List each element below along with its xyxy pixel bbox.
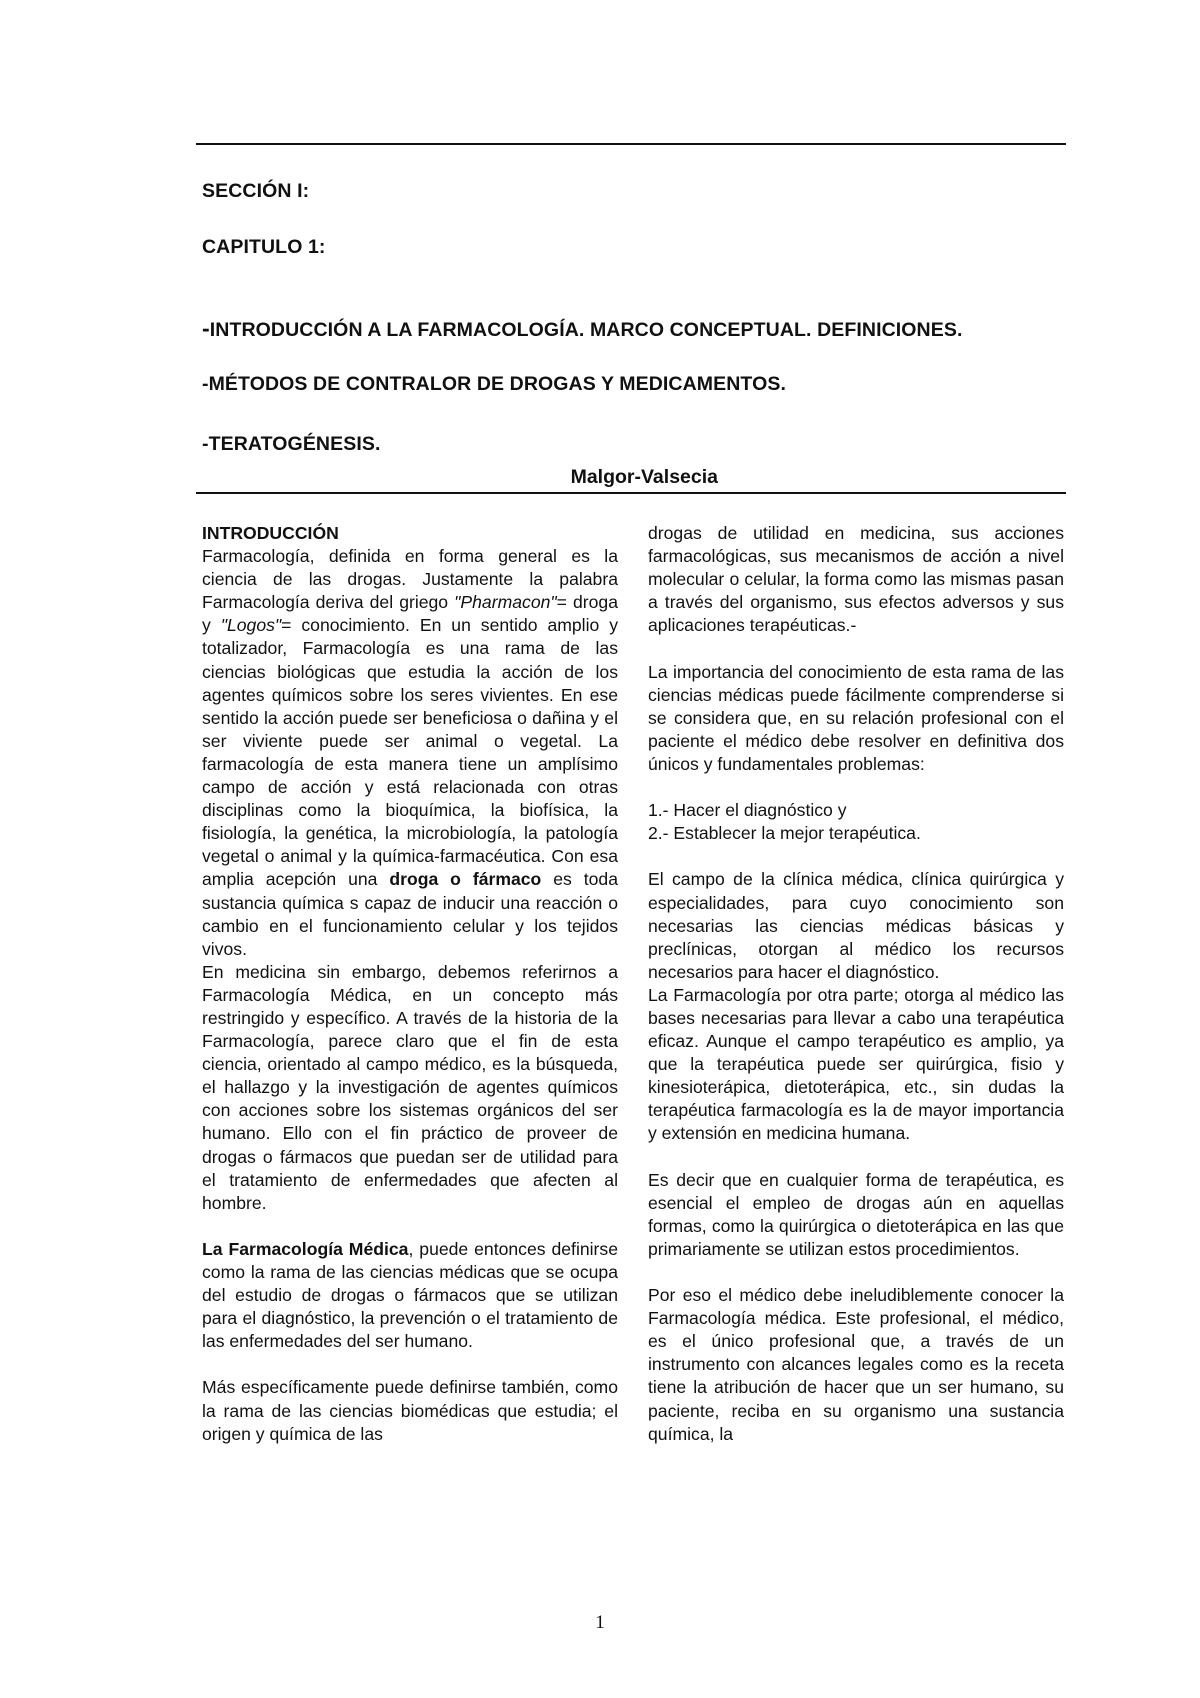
chapter-title: CAPITULO 1:	[202, 236, 326, 258]
topic-text: INTRODUCCIÓN A LA FARMACOLOGÍA. MARCO CONCEPTUAL. DEFINICIONES.	[209, 319, 963, 341]
text-run: Farmacología, definida en forma general es la ciencia de las drogas. Justamente la palabra Farmacología deriva del griego	[202, 546, 618, 613]
topic-introduction	[202, 315, 962, 342]
left-column	[202, 522, 618, 1446]
paragraph-por-eso: Por eso el médico debe ineludiblemente conocer la Farmacología médica. Este profesional, el médico, es el único profesional que, a través de un instrumento con alcances legales como es la receta tiene la atribución de hacer que un ser humano, su paciente, reciba en su organismo una sustancia química, la	[648, 1285, 1064, 1444]
text-run: = droga y	[202, 592, 618, 636]
introduction-heading: INTRODUCCIÓN	[202, 523, 339, 543]
paragraph-drogas-utilidad: drogas de utilidad en medicina, sus acciones farmacológicas, sus mecanismos de acción a nivel molecular o celular, la forma como las mismas pasan a través del organismo, sus efectos adversos y sus aplicaciones terapéuticas.-	[648, 523, 1064, 636]
term-farmacologia-medica: La Farmacología Médica	[202, 1238, 409, 1259]
paragraph-definition	[202, 545, 618, 961]
paragraph-farmacologia-otorga: La Farmacología por otra parte; otorga al médico las bases necesarias para llevar a cabo una terapéutica eficaz. Aunque el campo terapéutico es amplio, ya que la terapéutica puede ser quirúrgica, fisio y kinesioterápica, dietoterápica, etc., sin dudas la terapéutica farmacología es la de mayor importancia y extensión en medicina humana.	[648, 984, 1064, 1144]
header-divider	[196, 492, 1066, 494]
paragraph-farmacologia-medica	[202, 1238, 618, 1353]
authors: Malgor-Valsecia	[570, 466, 718, 488]
text-run: es toda sustancia química s capaz de inducir una reacción o cambio en el funcionamiento celular y los tejidos vivos.	[202, 869, 618, 959]
section-title: SECCIÓN I:	[202, 180, 310, 202]
list-item: 1.- Hacer el diagnóstico y	[648, 800, 847, 821]
term-pharmacon: "Pharmacon"	[454, 592, 557, 613]
topic-teratogenesis	[202, 433, 380, 456]
right-column	[648, 522, 1064, 1446]
paragraph-es-decir: Es decir que en cualquier forma de terapéutica, es esencial el empleo de drogas aún en aquellas formas, como la quirúrgica o dietoterápica en las que primariamente se utilizan estos procedimientos.	[648, 1169, 1064, 1259]
term-droga-farmaco: droga o fármaco	[389, 869, 542, 890]
topic-dash: -	[202, 433, 209, 455]
topic-text: TERATOGÉNESIS.	[208, 433, 381, 455]
topic-text: MÉTODOS DE CONTRALOR DE DROGAS Y MEDICAMENTOS.	[208, 373, 786, 395]
top-divider	[196, 143, 1066, 145]
text-run: , puede entonces definirse como la rama de las ciencias médicas que se ocupa del estudio de drogas o fármacos que se utilizan para el diagnóstico, la prevención o el tratamiento de las enfermedades del ser humano.	[202, 1238, 618, 1352]
paragraph-medicina: En medicina sin embargo, debemos referirnos a Farmacología Médica, en un concepto más restringido y específico. A través de la historia de la Farmacología, parece claro que el fin de esta ciencia, orientado al campo médico, es la búsqueda, el hallazgo y la investigación de agentes químicos con acciones sobre los sistemas orgánicos del ser humano. Ello con el fin práctico de proveer de drogas o fármacos que puedan ser de utilidad para el tratamiento de enfermedades que afecten al hombre.	[202, 961, 618, 1213]
paragraph-campo-clinica: El campo de la clínica médica, clínica quirúrgica y especialidades, para cuyo conocimiento son necesarias las ciencias médicas básicas y preclínicas, otorgan al médico los recursos necesarios para hacer el diagnóstico.	[648, 869, 1064, 982]
paragraph-especificamente: Más específicamente puede definirse también, como la rama de las ciencias biomédicas que estudia; el origen y química de las	[202, 1377, 618, 1444]
text-run: = conocimiento. En un sentido amplio y totalizador, Farmacología es una rama de las ciencias biológicas que estudia la acción de los agentes químicos sobre los seres vivientes. En ese sentido la acción puede ser beneficiosa o dañina y el ser viviente puede ser animal o vegetal. La farmacología de esta manera tiene un amplísimo campo de acción y está relacionada con otras disciplinas como la bioquímica, la biofísica, la fisiología, la genética, la microbiología, la patología vegetal o animal y la química-farmacéutica. Con esa amplia acepción una	[202, 615, 619, 890]
list-item: 2.- Establecer la mejor terapéutica.	[648, 823, 921, 844]
page-number: 1	[595, 1612, 605, 1633]
topic-dash: -	[202, 315, 210, 341]
term-logos: "Logos"	[220, 615, 282, 636]
topic-dash: -	[202, 373, 209, 395]
topic-methods	[202, 373, 786, 396]
paragraph-importancia: La importancia del conocimiento de esta rama de las ciencias médicas puede fácilmente comprenderse si se considera que, en su relación profesional con el paciente el médico debe resolver en definitiva dos únicos y fundamentales problemas:	[648, 661, 1064, 774]
